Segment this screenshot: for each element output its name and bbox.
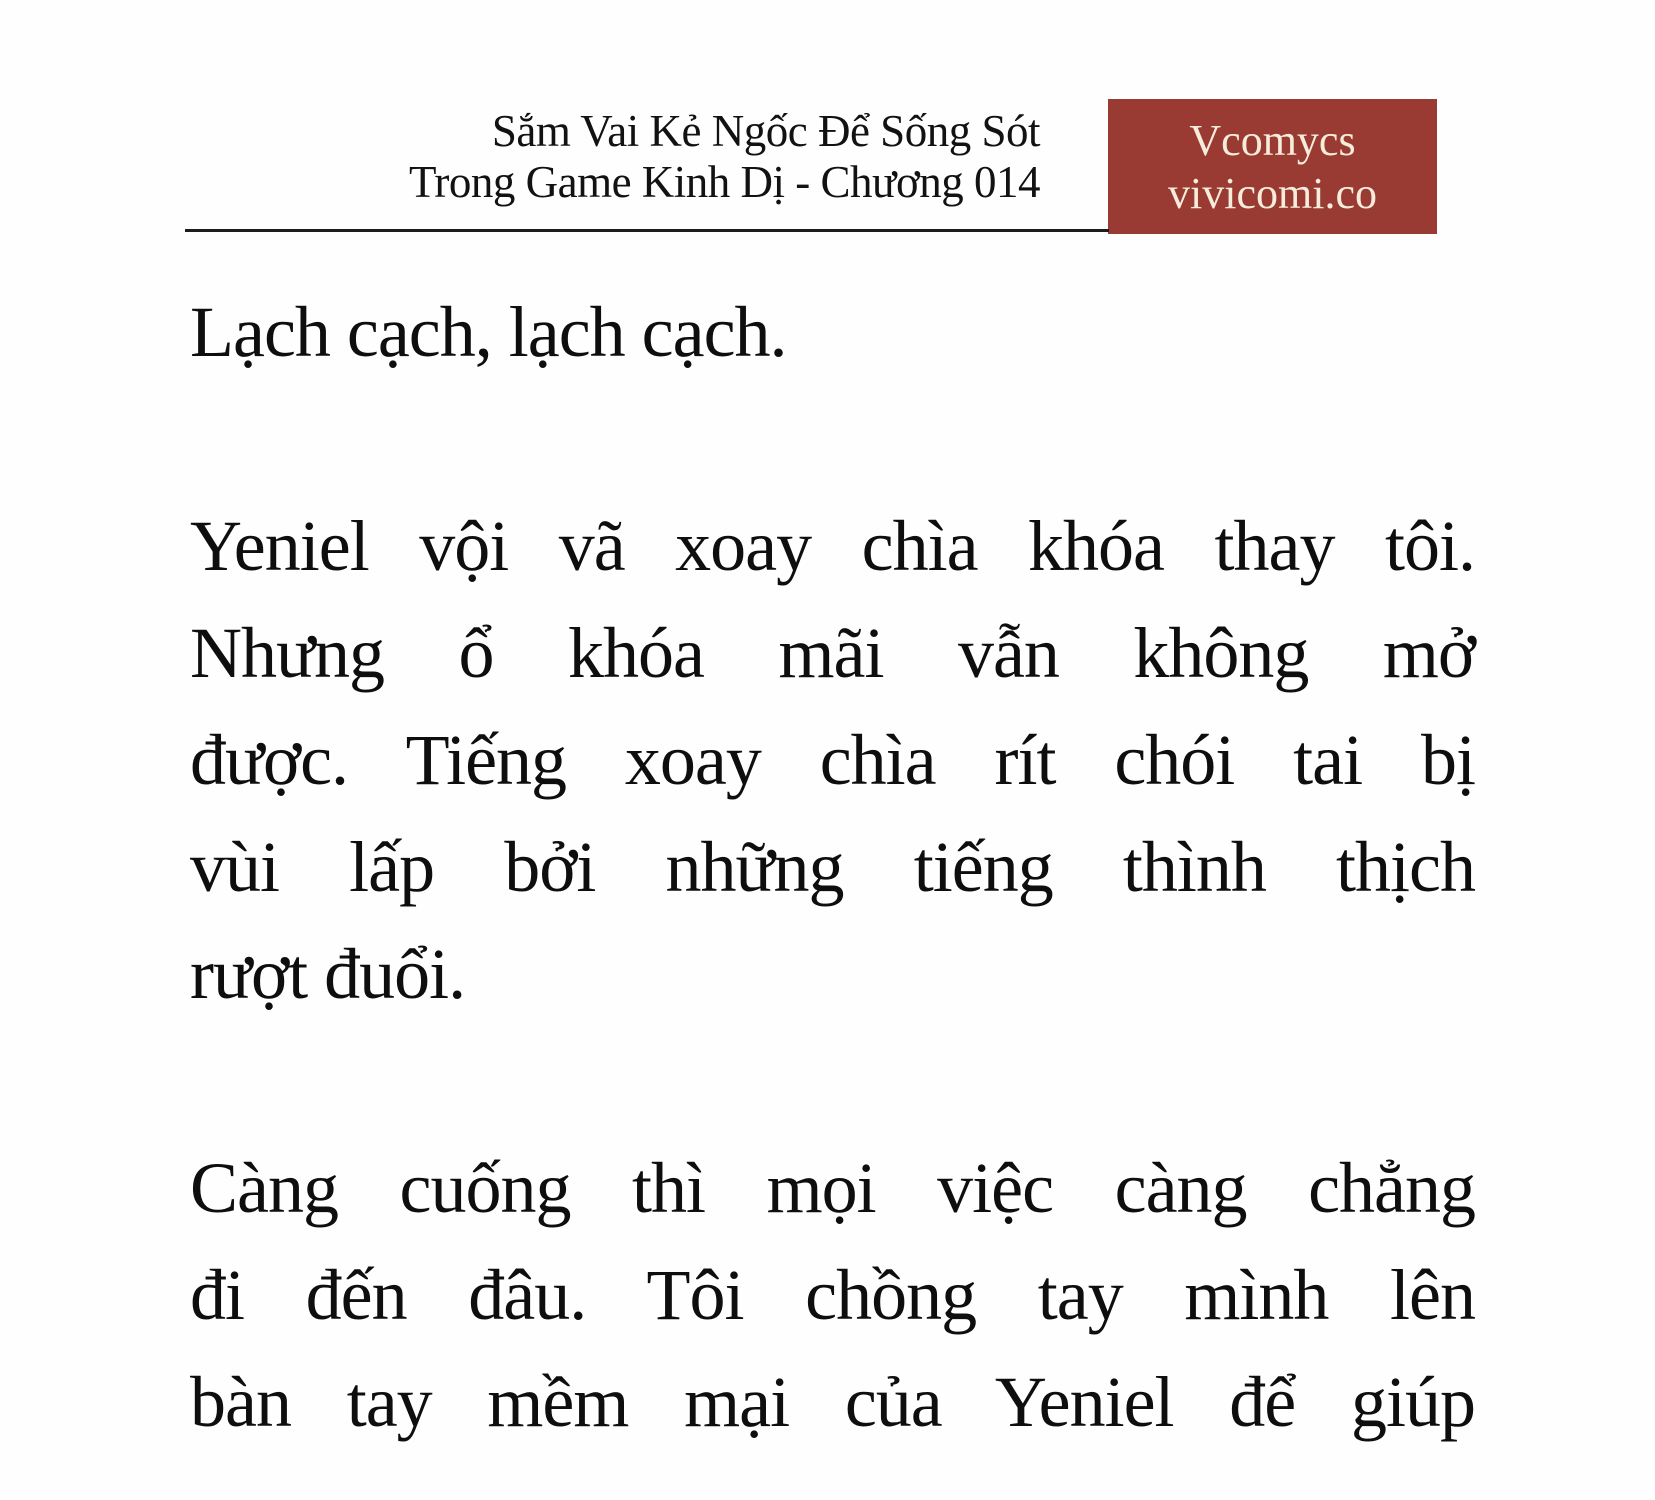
paragraph: [190, 1135, 1475, 1456]
text-line: Lạch cạch, lạch cạch.: [190, 292, 787, 372]
story-text: [190, 235, 1475, 1456]
text-line: bàn tay mềm mại của Yeniel để giúp: [190, 1362, 1475, 1442]
header-divider: [185, 229, 1109, 232]
paragraph: [190, 279, 1475, 386]
text-line: rượt đuổi.: [190, 934, 466, 1014]
brand-box: [1108, 99, 1437, 234]
chapter-title-line1: Sắm Vai Kẻ Ngốc Để Sống Sót: [491, 106, 1040, 156]
text-line: Yeniel vội vã xoay chìa khóa thay tôi.: [190, 506, 1475, 586]
page-header: [0, 0, 1655, 235]
text-line: Nhưng ổ khóa mãi vẫn không mở: [190, 613, 1475, 693]
text-line: được. Tiếng xoay chìa rít chói tai bị: [190, 720, 1475, 800]
text-line: Càng cuống thì mọi việc càng chẳng: [190, 1148, 1475, 1228]
text-line: đi đến đâu. Tôi chồng tay mình lên: [190, 1255, 1475, 1335]
chapter-title-line2: Trong Game Kinh Dị - Chương 014: [408, 157, 1040, 207]
paragraph: [190, 493, 1475, 1028]
brand-site-url: vivicomi.co: [1168, 168, 1377, 218]
text-line: vùi lấp bởi những tiếng thình thịch: [190, 827, 1475, 907]
brand-name: Vcomycs: [1189, 115, 1356, 165]
chapter-title: [409, 106, 1040, 208]
